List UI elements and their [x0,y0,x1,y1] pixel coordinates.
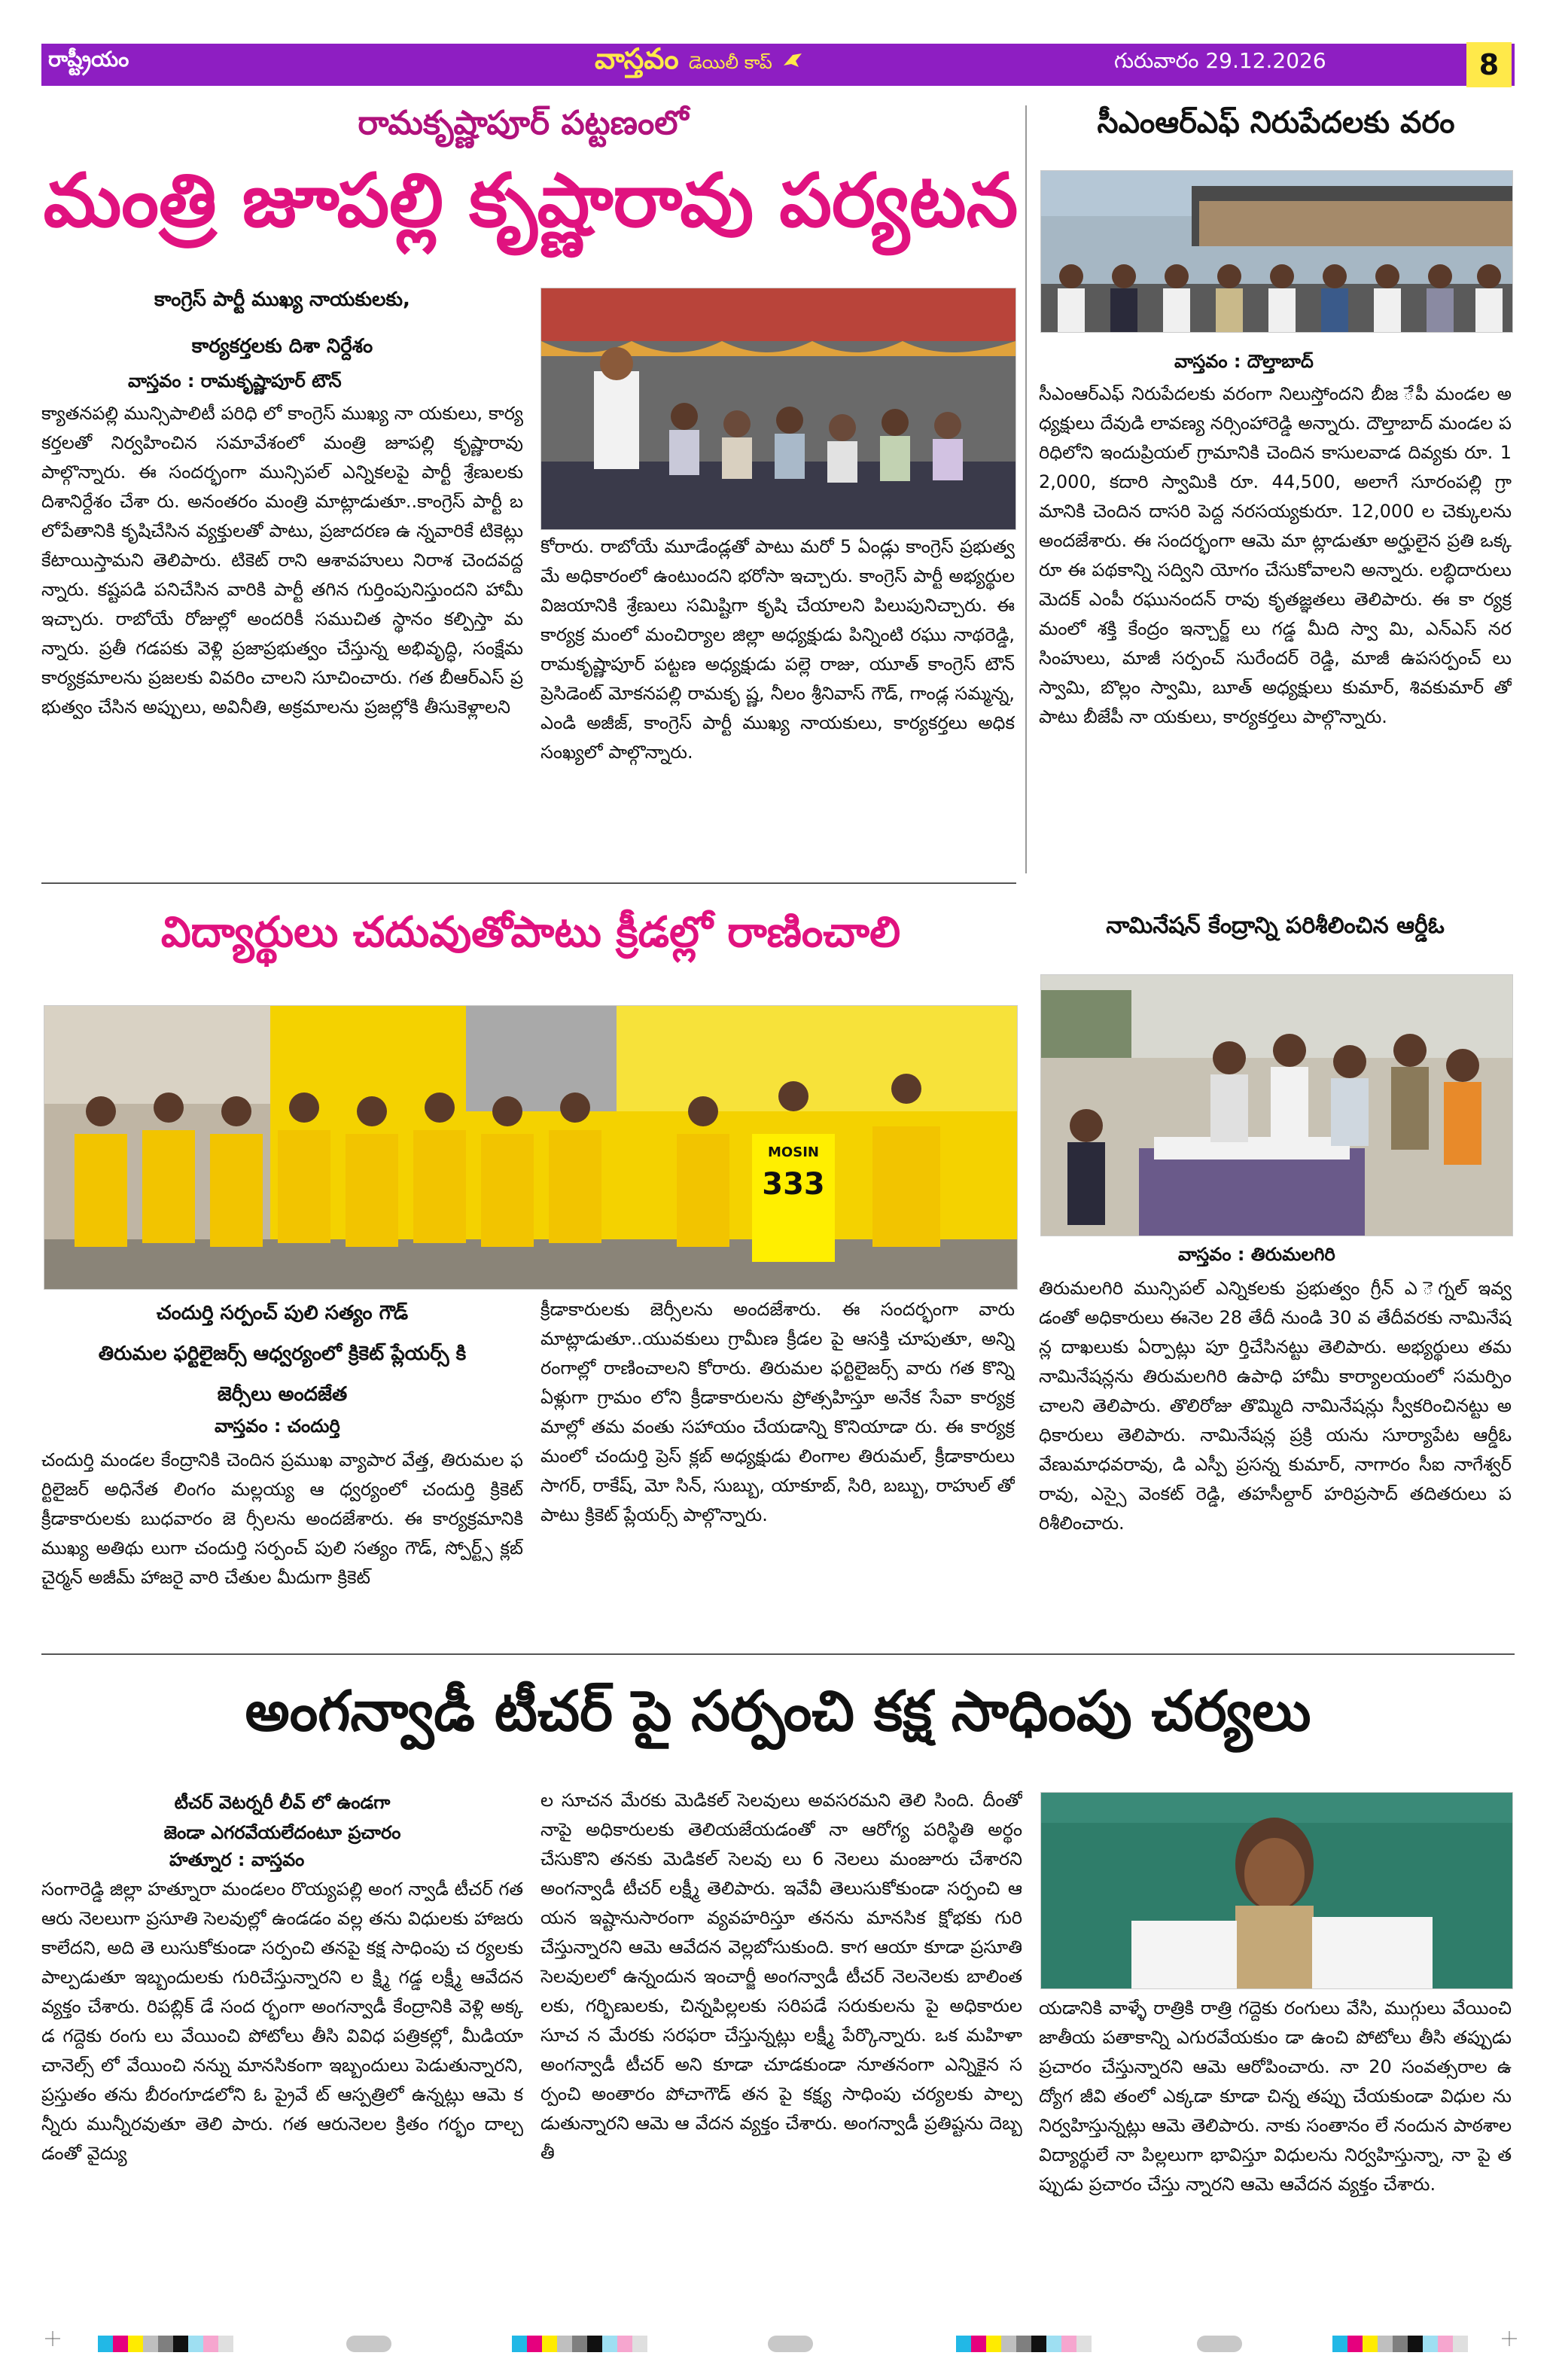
story1-photo [540,288,1016,530]
section-divider-2 [41,1653,1515,1655]
registration-pill [768,2336,813,2352]
story1-body-col2: కోరారు. రాబోయే మూడేండ్లతో పాటు మరో 5 ఏండ్లు కాంగ్రెస్ ప్రభుత్వమే అధికారంలో ఉంటుందని భరోసా ఇచ్చారు. కాంగ్రెస్ పార్టీ అభ్యర్థుల విజయానికి శ్రేణులు సమిష్టిగా కృషి చేయాలని పిలుపునిచ్చారు. ఈ కార్యక్ర మంలో మంచిర్యాల జిల్లా అధ్యక్షుడు పిన్నింటి రఘు నాథరెడ్డి, రామకృష్ణాపూర్ పట్టణ అధ్యక్షుడు పల్లె రాజు, యూత్ కాంగ్రెస్ టౌన్ ప్రెసిడెంట్ మోకనపల్లి రామకృ ష్ణ, నీలం శ్రీనివాస్ గౌడ్, గాండ్ల సమ్మన్న, ఎండి అజీజ్, కాంగ్రెస్ పార్టీ ముఖ్య నాయకులు, కార్యకర్తలు అధిక సంఖ్యలో పాల్గొన్నారు. [540,536,1015,763]
section-divider [41,882,1016,884]
story3-body: తిరుమలగిరి మున్సిపల్ ఎన్నికలకు ప్రభుత్వం గ్రీన్ ఎ ెగ్నల్ ఇవ్వడంతో అధికారులు ఈనెల 28 తేదీ నుండి 30 వ తేదీవరకు నామినేషన్ల దాఖలుకు ఏర్పాట్లు పూ ర్తిచేసినట్టు తెలిపారు. అభ్యర్థులు తమ నామినేషన్లను తిరుమలగిరి ఉపాధి హామీ కార్యాలయంలో సమర్పిం చాలని తెలిపారు. తొలిరోజు తొమ్మిది నామినేషన్లు స్వీకరించినట్టు అధికారులు తెలిపారు. నామినేషన్ల ప్రక్రి యను సూర్యాపేట ఆర్డీఓ వేణుమాధవరావు, డి ఎస్పీ ప్రసన్న కుమార్, నాగారం సీఐ నాగేశ్వర్ రావు, ఎస్సై వెంకట్ రెడ్డి, తహసీల్దార్ హరిప్రసాద్ తదితరులు పరిశీలించారు. [1039,1278,1512,1534]
color-registration-bar [956,2336,1092,2352]
story3-photo [1040,974,1513,1236]
story2-photo [1040,170,1513,333]
brand-edition: డెయిలీ కాప్ [688,52,772,73]
story1-dateline: వాస్తవం : రామకృష్ణాపూర్ టౌన్ [128,370,342,392]
registration-pill [1197,2336,1242,2352]
crop-mark-icon [45,2331,60,2346]
story3-headline: నామినేషన్ కేంద్రాన్ని పరిశీలించిన ఆర్డీఓ [1106,913,1445,939]
issue-date: గురువారం 29.12.2026 [1114,48,1326,73]
color-registration-bar [98,2336,233,2352]
story2-headline: సీఎంఆర్ఎఫ్ నిరుపేదలకు వరం [1097,105,1455,140]
story5-body-col1: సంగారెడ్డి జిల్లా హత్నూరా మండలం రొయ్యపల్లి అంగ న్వాడీ టీచర్ గత ఆరు నెలలుగా ప్రసూతి సెలవుల్లో ఉండడం వల్ల తను విధులకు హాజరు కాలేదని, అది తె లుసుకోకుండా సర్పంచి తనపై కక్ష సాధింపు చ ర్యలకు పాల్పడుతూ ఇబ్బందులకు గురిచేస్తున్నారని ల క్ష్మి గడ్డ లక్ష్మీ ఆవేదన వ్యక్తం చేశారు. రిపబ్లిక్ డే సంద ర్భంగా అంగన్వాడీ కేంద్రానికి వెళ్లి అక్కడ గద్దెకు రంగు లు వేయించి పోటోలు తీసి వివిధ పత్రికల్లో, మీడియా చానెల్స్ లో వేయించి నన్ను మానసికంగా ఇబ్బందులు పెడుతున్నారని, ప్రస్తుతం తను బీరంగూడలోని ఓ ప్రైవే ట్ ఆస్పత్రిలో ఉన్నట్లు ఆమె కన్నీరు మున్నీరవుతూ తెలి పారు. గత ఆరునెలల క్రితం గర్భం దాల్చడంతో వైద్యు [41,1879,523,2164]
page-number: 8 [1466,42,1512,87]
jersey-number: 333 [762,1167,825,1202]
bird-icon [782,50,803,72]
color-registration-bar [1332,2336,1468,2352]
story5-body-col3: యడానికి వాళ్ళే రాత్రికి రాత్రి గద్దెకు రంగులు వేసి, ముగ్గులు వేయించి జాతీయ పతాకాన్ని ఎగురవేయకుం డా ఉంచి పోటోలు తీసి తప్పుడు ప్రచారం చేస్తున్నారని ఆమె ఆరోపించారు. నా 20 సంవత్సరాల ఉద్యోగ జీవి తంలో ఎక్కడా కూడా చిన్న తప్పు చేయకుండా విధుల ను నిర్వహిస్తున్నట్లు ఆమె తెలిపారు. నాకు సంతానం లే నందున పాఠశాల విద్యార్థులే నా పిల్లలుగా భావిస్తూ విధులను నిర్వహిస్తున్నా, నా పై తప్పుడు ప్రచారం చేస్తు న్నారని ఆమె ఆవేదన వ్యక్తం చేశారు. [1039,1998,1512,2195]
story5-subhead-2: జెండా ఎగరవేయలేదంటూ ప్రచారం [163,1822,401,1843]
color-registration-bar [512,2336,647,2352]
story4-subhead-3: జెర్సీలు అందజేత [217,1383,348,1406]
story5-dateline: హత్నూర : వాస్తవం [169,1849,305,1870]
story1-body-col1: క్యాతనపల్లి మున్సిపాలిటీ పరిధి లో కాంగ్రెస్ ముఖ్య నా యకులు, కార్యకర్తలతో నిర్వహించిన సమావేశంలో మంత్రి జూపల్లి కృష్ణారావు పాల్గొన్నారు. ఈ సందర్భంగా మున్సిపల్ ఎన్నికలపై పార్టీ శ్రేణులకు దిశానిర్దేశం చేశా రు. అనంతరం మంత్రి మాట్లాడుతూ..కాంగ్రెస్ పార్టీ బ లోపేతానికి కృషిచేసిన వ్యక్తులతో పాటు, ప్రజాదరణ ఉ న్నవారికే టికెట్లు కేటాయిస్తామని తెలిపారు. టికెట్ రాని ఆశావహులు నిరాశ చెందవద్దన్నారు. కష్టపడి పనిచేసిన వారికి పార్టీ తగిన గుర్తింపునిస్తుందని హామీ ఇచ్చారు. రాబోయే రోజుల్లో అందరికీ సముచిత స్థానం కల్పిస్తా మన్నారు. ప్రతీ గడపకు వెళ్లి ప్రజాప్రభుత్వం చేస్తున్న అభివృద్ధి, సంక్షేమ కార్యక్రమాలను ప్రజలకు వివరిం చాలని సూచించారు. గత బీఆర్ఎస్ ప్రభుత్వం చేసిన అప్పులు, అవినీతి, అక్రమాలను ప్రజల్లోకి తీసుకెళ్లాలని [41,403,523,718]
story5-body-col2: ల సూచన మేరకు మెడికల్ సెలవులు అవసరమని తెలి సింది. దీంతో నాపై అధికారులకు తెలియజేయడంతో నా ఆరోగ్య పరిస్థితి అర్థం చేసుకొని తనకు మెడికల్ సెలవు లు 6 నెలలు మంజూరు చేశారని అంగన్వాడీ టీచర్ లక్ష్మీ తెలిపారు. ఇవేవీ తెలుసుకోకుండా సర్పంచి ఆయన ఇష్టానుసారంగా వ్యవహరిస్తూ తనను మానసిక క్షోభకు గురి చేస్తున్నారని ఆమె ఆవేదన వెల్లబోసుకుంది. కాగ ఆయా కూడా ప్రసూతి సెలవులలో ఉన్నందున ఇంచార్జీ అంగన్వాడీ టీచర్ నెలనెలకు బాలింతలకు, గర్భిణులకు, చిన్నపిల్లలకు సరిపడే సరుకులను పై అధికారుల సూచ న మేరకు సరఫరా చేస్తున్నట్లు లక్ష్మీ పేర్కొన్నారు. ఒక మహిళా అంగన్వాడీ టీచర్ అని కూడా చూడకుండా నూతనంగా ఎన్నికైన సర్పంచి అంతారం పోచాగౌడ్ తన పై కక్ష్య సాధింపు చర్యలకు పాల్పడుతున్నారని ఆమె ఆ వేదన వ్యక్తం చేశారు. అంగన్వాడీ ప్రతిష్టను దెబ్బ తీ [540,1790,1022,2163]
story5-photo [1040,1792,1513,1989]
brand-logo [595,42,803,83]
story4-headline: విద్యార్థులు చదువుతోపాటు క్రీడల్లో రాణించాలి [160,908,901,957]
story4-photo [44,1005,1018,1290]
story5-headline: అంగన్వాడీ టీచర్ పై సర్పంచి కక్ష సాధింపు చర్యలు [245,1679,1311,1744]
story4-body-col2: క్రీడాకారులకు జెర్సీలను అందజేశారు. ఈ సందర్భంగా వారు మాట్లాడుతూ..యువకులు గ్రామీణ క్రీడల పై ఆసక్తి చూపుతూ, అన్ని రంగాల్లో రాణించాలని కోరారు. తిరుమల ఫర్టిలైజర్స్ వారు గత కొన్ని ఏళ్లుగా గ్రామం లోని క్రీడాకారులను ప్రోత్సహిస్తూ అనేక సేవా కార్యక్ర మాల్లో తమ వంతు సహాయం చేయడాన్ని కొనియాడా రు. ఈ కార్యక్రమంలో చందుర్తి ప్రెస్ క్లబ్ అధ్యక్షుడు లింగాల తిరుమల్, క్రీడాకారులు సాగర్, రాకేష్, మో సిన్, సుబ్బు, యాకూబ్, సిరి, బబ్బు, రాహుల్ తో పాటు క్రికెట్ ప్లేయర్స్ పాల్గొన్నారు. [540,1299,1015,1525]
story5-subhead-1: టీచర్ వెటర్నరీ లీవ్ లో ఉండగా [174,1792,391,1813]
story4-subhead-2: తిరుమల ఫర్టిలైజర్స్ ఆధ్వర్యంలో క్రికెట్ ప్లేయర్స్ కి [98,1342,467,1365]
story1-headline: మంత్రి జూపల్లి కృష్ణారావు పర్యటన [43,158,1019,244]
story1-kicker: రామకృష్ణాపూర్ పట్టణంలో [358,104,689,142]
crop-mark-icon [1502,2331,1517,2346]
story4-dateline: వాస్తవం : చందుర్తి [215,1416,340,1437]
section-label: రాష్ట్రీయం [48,47,129,72]
story2-dateline: వాస్తవం : దౌల్తాబాద్ [1174,351,1314,372]
story1-subhead-1: కాంగ్రెస్ పార్టీ ముఖ్య నాయకులకు, [154,288,410,311]
story2-body: సీఎంఆర్ఎఫ్ నిరుపేదలకు వరంగా నిలుస్తోందని బీజ ేపీ మండల అధ్యక్షులు దేవుడి లావణ్య నర్సింహారెడ్డి అన్నారు. దౌల్తాబాద్ మండల పరిధిలోని ఇందుప్రియల్ గ్రామానికి చెందిన కాసులవాడ దివ్యకు రూ. 12,000, కదారి స్వామికి రూ. 44,500, అలాగే సూరంపల్లి గ్రా మానికి చెందిన దాసరి పెద్ద నరసయ్యకురూ. 12,000 ల చెక్కులను అందజేశారు. ఈ సందర్భంగా ఆమె మా ట్లాడుతూ అర్హులైన ప్రతి ఒక్కరూ ఈ పథకాన్ని సద్విని యోగం చేసుకోవాలని అన్నారు. లబ్ధిదారులు మెదక్ ఎంపీ రఘునందన్ రావు కృతజ్ఞతలు తెలిపారు. ఈ కా ర్యక్రమంలో శక్తి కేంద్రం ఇన్చార్జ్ లు గడ్డ మీది స్వా మి, ఎన్ఎస్ నరసింహులు, మాజీ సర్పంచ్ సురేందర్ రెడ్డి, మాజీ ఉపసర్పంచ్ లు స్వామి, బొల్లం స్వామి, బూత్ అధ్యక్షులు కుమార్, శివకుమార్ తో పాటు బీజేపీ నా యకులు, కార్యకర్తలు పాల్గొన్నారు. [1039,383,1512,727]
registration-pill [346,2336,391,2352]
story1-subhead-2: కార్యకర్తలకు దిశా నిర్దేశం [191,335,373,358]
story3-dateline: వాస్తవం : తిరుమలగిరి [1178,1244,1335,1265]
brand-name: వాస్తవం [595,42,679,75]
story4-subhead-1: చందుర్తి సర్పంచ్ పులి సత్యం గౌడ్ [156,1302,409,1324]
jersey-name: MOSIN [768,1144,819,1160]
story4-body-col1: చందుర్తి మండల కేంద్రానికి చెందిన ప్రముఖ వ్యాపార వేత్త, తిరుమల ఫర్టిలైజర్ అధినేత లింగం మల్లయ్య ఆ ధ్వర్యంలో చందుర్తి క్రికెట్ క్రీడాకారులకు బుధవారం జె ర్సీలను అందజేశారు. ఈ కార్యక్రమానికి ముఖ్య అతిథు లుగా చందుర్తి సర్పంచ్ పులి సత్యం గౌడ్, స్పోర్ట్స్ క్లబ్ చైర్మన్ అజీమ్ హాజరై వారి చేతుల మీదుగా క్రికెట్ [41,1449,523,1588]
column-divider [1025,105,1027,873]
